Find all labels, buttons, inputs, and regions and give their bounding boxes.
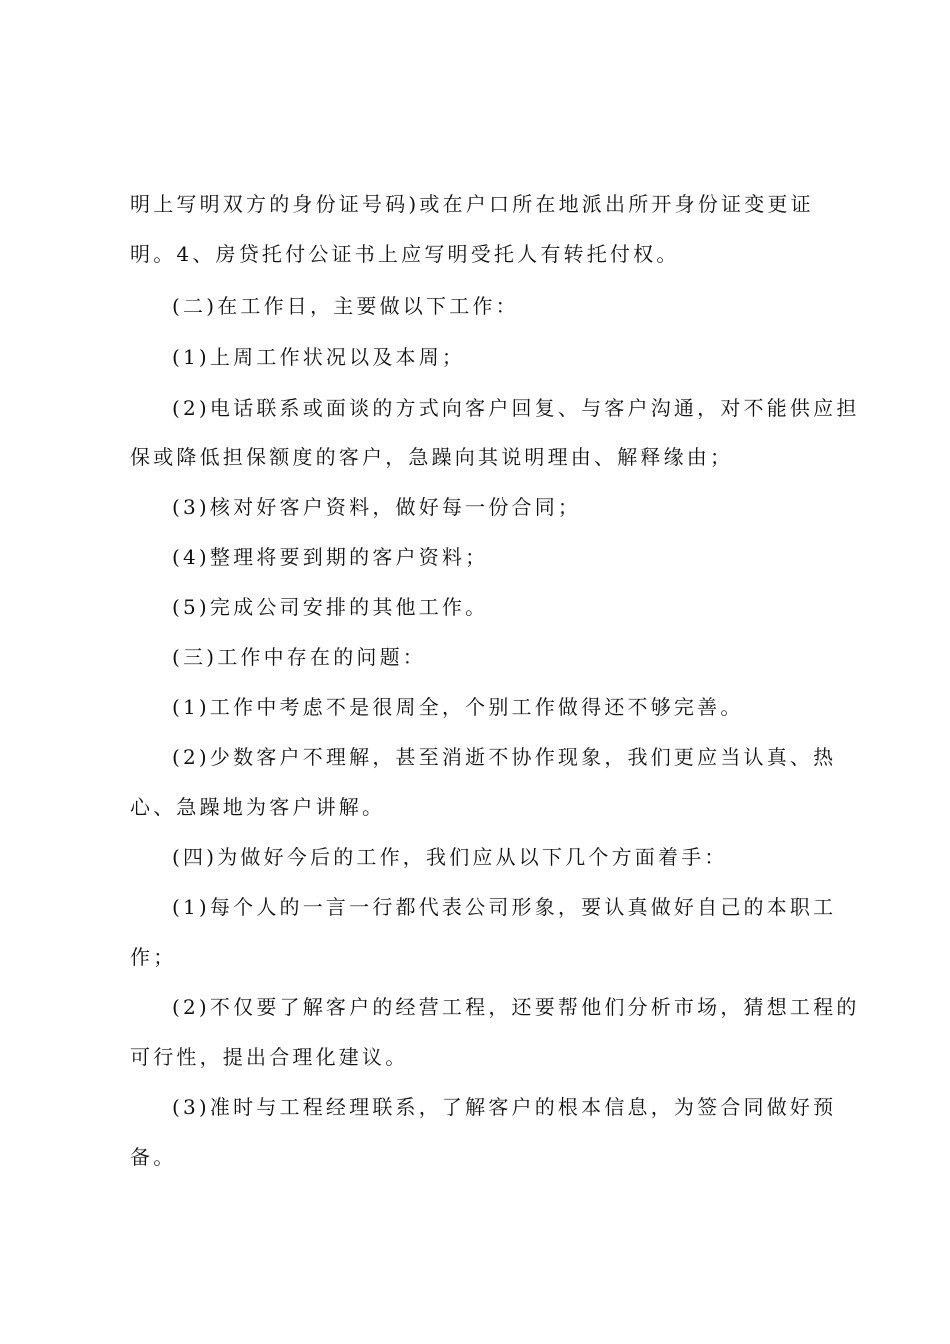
list-item: (2)少数客户不理解，甚至消逝不协作现象，我们更应当认真、热 xyxy=(172,745,837,769)
list-item: (3)准时与工程经理联系，了解客户的根本信息，为签合同做好预 xyxy=(172,1095,837,1119)
list-item: (2)电话联系或面谈的方式向客户回复、与客户沟通，对不能供应担 xyxy=(172,396,860,420)
list-item: (3)核对好客户资料，做好每一份合同； xyxy=(172,495,582,519)
list-item: (1)上周工作状况以及本周； xyxy=(172,345,466,369)
list-item: (1)每个人的一言一行都代表公司形象，要认真做好自己的本职工 xyxy=(172,895,837,919)
paragraph-line: 可行性，提出合理化建议。 xyxy=(130,1045,409,1069)
section-heading: (三)工作中存在的问题： xyxy=(172,645,427,669)
section-heading: (四)为做好今后的工作，我们应从以下几个方面着手： xyxy=(172,845,728,869)
paragraph-line: 明上写明双方的身份证号码)或在户口所在地派出所开身份证变更证 xyxy=(130,192,814,216)
paragraph-line: 明。4、房贷托付公证书上应写明受托人有转托付权。 xyxy=(130,242,680,266)
list-item: (2)不仅要了解客户的经营工程，还要帮他们分析市场，猜想工程的 xyxy=(172,995,860,1019)
paragraph-line: 作； xyxy=(130,945,177,969)
paragraph-line: 备。 xyxy=(130,1145,177,1169)
list-item: (4)整理将要到期的客户资料； xyxy=(172,545,489,569)
paragraph-line: 保或降低担保额度的客户，急躁向其说明理由、解释缘由； xyxy=(130,445,734,469)
list-item: (5)完成公司安排的其他工作。 xyxy=(172,595,489,619)
section-heading: (二)在工作日，主要做以下工作： xyxy=(172,294,519,318)
list-item: (1)工作中考虑不是很周全，个别工作做得还不够完善。 xyxy=(172,695,744,719)
paragraph-line: 心、急躁地为客户讲解。 xyxy=(130,795,386,819)
